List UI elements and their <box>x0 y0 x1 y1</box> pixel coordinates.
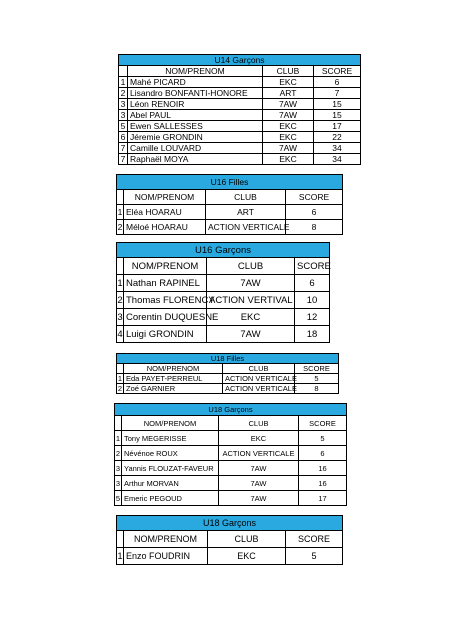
table-row <box>115 446 347 461</box>
results-table <box>116 174 343 235</box>
score-cell: 15 <box>314 110 361 121</box>
column-header-club: CLUB <box>219 416 299 431</box>
rank-cell: 1 <box>115 431 122 446</box>
table-row <box>117 374 339 384</box>
club-cell: ACTION VERTIVAL <box>207 292 295 309</box>
rank-cell: 6 <box>119 132 128 143</box>
athlete-name: Emeric PEGOUD <box>122 491 219 506</box>
table-row <box>119 88 361 99</box>
table-row <box>119 99 361 110</box>
score-cell: 16 <box>299 461 347 476</box>
column-header-score: SCORE <box>286 190 343 205</box>
club-cell: 7AW <box>207 275 295 292</box>
score-cell: 16 <box>299 476 347 491</box>
column-header-club: CLUB <box>208 531 286 548</box>
athlete-name: Corentin DUQUESNE <box>124 309 207 326</box>
results-table <box>118 54 361 165</box>
score-cell: 6 <box>314 77 361 88</box>
rank-header <box>115 416 122 431</box>
rank-cell: 1 <box>117 374 123 383</box>
column-header-score: SCORE <box>295 258 330 275</box>
score-cell: 34 <box>314 154 361 165</box>
club-cell: 7AW <box>219 491 299 506</box>
column-header-club: CLUB <box>207 258 295 275</box>
club-cell: EKC <box>263 77 314 88</box>
table-row <box>117 292 330 309</box>
results-table <box>116 515 343 565</box>
results-table <box>116 353 339 394</box>
table-title: U16 Garçons <box>117 243 330 258</box>
athlete-name: Thomas FLORENCY <box>124 292 207 309</box>
athlete-name: Nathan RAPINEL <box>124 275 207 292</box>
athlete-name: Enzo FOUDRIN <box>124 548 208 565</box>
score-cell: 6 <box>295 275 330 292</box>
rank-cell: 2 <box>117 384 123 393</box>
rank-cell: 1 <box>117 548 124 565</box>
score-cell: 17 <box>299 491 347 506</box>
club-cell: 7AW <box>219 461 299 476</box>
score-cell: 34 <box>314 143 361 154</box>
athlete-name: Lisandro BONFANTI-HONORE <box>128 88 263 99</box>
rank-cell: 3 <box>117 309 124 326</box>
table-row <box>119 132 361 143</box>
rank-cell: 1 <box>117 275 124 292</box>
athlete-name: Yannis FLOUZAT-FAVEUR <box>122 461 219 476</box>
score-cell: 5 <box>286 548 343 565</box>
results-table <box>116 242 330 343</box>
score-cell: 7 <box>314 88 361 99</box>
club-cell: ART <box>206 205 286 220</box>
club-cell: EKC <box>207 309 295 326</box>
column-header-name: NOM/PRENOM <box>124 258 207 275</box>
rank-cell: 2 <box>117 292 124 309</box>
club-cell: 7AW <box>219 476 299 491</box>
club-cell: 7AW <box>263 99 314 110</box>
column-header-score: SCORE <box>299 416 347 431</box>
club-cell: EKC <box>263 121 314 132</box>
athlete-name: Mahé PICARD <box>128 77 263 88</box>
rank-header <box>117 364 124 374</box>
column-header-score: SCORE <box>286 531 343 548</box>
column-header-name: NOM/PRENOM <box>124 364 223 374</box>
athlete-name: Tony MEGERISSE <box>122 431 219 446</box>
results-table <box>114 403 347 506</box>
column-header-name: NOM/PRENOM <box>128 66 263 77</box>
athlete-name: Zoé GARNIER <box>124 384 223 394</box>
score-cell: 18 <box>295 326 330 343</box>
table-row <box>115 461 347 476</box>
rank-cell: 7 <box>119 154 128 165</box>
club-cell: ACTION VERTICALE <box>219 446 299 461</box>
club-cell: EKC <box>263 154 314 165</box>
column-header-score: SCORE <box>314 66 361 77</box>
athlete-name: Eda PAYET-PERREUL <box>124 374 223 384</box>
club-cell: EKC <box>208 548 286 565</box>
table-row <box>119 154 361 165</box>
athlete-name: Eléa HOARAU <box>124 205 206 220</box>
rank-header <box>117 190 124 205</box>
rank-header <box>119 66 128 77</box>
rank-cell: 3 <box>119 99 128 110</box>
rank-cell: 7 <box>119 143 128 154</box>
table-row <box>119 77 361 88</box>
club-cell: ACTION VERTICALE <box>223 374 295 384</box>
table-row <box>119 143 361 154</box>
rank-header <box>117 531 124 548</box>
column-header-club: CLUB <box>206 190 286 205</box>
athlete-name: Jéremie GRONDIN <box>128 132 263 143</box>
table-row <box>119 121 361 132</box>
score-cell: 15 <box>314 99 361 110</box>
column-header-club: CLUB <box>223 364 295 374</box>
athlete-name: Ewen SALLESSES <box>128 121 263 132</box>
table-row <box>117 548 343 565</box>
score-cell: 8 <box>295 384 339 394</box>
score-cell: 8 <box>286 220 343 235</box>
table-row <box>115 476 347 491</box>
table-row <box>119 110 361 121</box>
table-title: U14 Garçons <box>119 55 361 66</box>
rank-cell: 5 <box>119 121 128 132</box>
score-cell: 22 <box>314 132 361 143</box>
rank-cell: 4 <box>117 326 124 343</box>
table-row <box>117 205 343 220</box>
score-cell: 6 <box>286 205 343 220</box>
table-row <box>117 384 339 394</box>
athlete-name: Luigi GRONDIN <box>124 326 207 343</box>
score-cell: 5 <box>295 374 339 384</box>
table-row <box>117 309 330 326</box>
athlete-name: Arthur MORVAN <box>122 476 219 491</box>
table-title: U18 Garçons <box>115 404 347 416</box>
athlete-name: Camille LOUVARD <box>128 143 263 154</box>
score-cell: 10 <box>295 292 330 309</box>
rank-cell: 2 <box>115 446 122 461</box>
club-cell: 7AW <box>207 326 295 343</box>
rank-cell: 2 <box>117 220 124 235</box>
table-title: U18 Garçons <box>117 516 343 531</box>
club-cell: ACTION VERTICALE <box>206 220 286 235</box>
column-header-score: SCORE <box>295 364 339 374</box>
club-cell: EKC <box>219 431 299 446</box>
club-cell: 7AW <box>263 143 314 154</box>
column-header-name: NOM/PRENOM <box>124 531 208 548</box>
club-cell: EKC <box>263 132 314 143</box>
club-cell: 7AW <box>263 110 314 121</box>
column-header-club: CLUB <box>263 66 314 77</box>
rank-cell: 3 <box>119 110 128 121</box>
table-title: U16 Filles <box>117 175 343 190</box>
score-cell: 12 <box>295 309 330 326</box>
rank-cell: 1 <box>119 77 128 88</box>
table-title: U18 Filles <box>117 354 339 364</box>
club-cell: ART <box>263 88 314 99</box>
score-cell: 17 <box>314 121 361 132</box>
rank-header <box>117 258 124 275</box>
rank-cell: 2 <box>119 88 128 99</box>
rank-cell: 5 <box>115 491 122 506</box>
score-cell: 5 <box>299 431 347 446</box>
rank-cell: 3 <box>115 476 122 491</box>
athlete-name: Raphaël MOYA <box>128 154 263 165</box>
athlete-name: Abel PAUL <box>128 110 263 121</box>
table-row <box>115 431 347 446</box>
athlete-name: Névénoe ROUX <box>122 446 219 461</box>
table-row <box>115 491 347 506</box>
athlete-name: Méloé HOARAU <box>124 220 206 235</box>
athlete-name: Léon RENOIR <box>128 99 263 110</box>
club-cell: ACTION VERTICALE <box>223 384 295 394</box>
table-row <box>117 326 330 343</box>
table-row <box>117 275 330 292</box>
column-header-name: NOM/PRENOM <box>124 190 206 205</box>
score-cell: 6 <box>299 446 347 461</box>
column-header-name: NOM/PRENOM <box>122 416 219 431</box>
rank-cell: 3 <box>115 461 122 476</box>
rank-cell: 1 <box>117 205 124 220</box>
table-row <box>117 220 343 235</box>
